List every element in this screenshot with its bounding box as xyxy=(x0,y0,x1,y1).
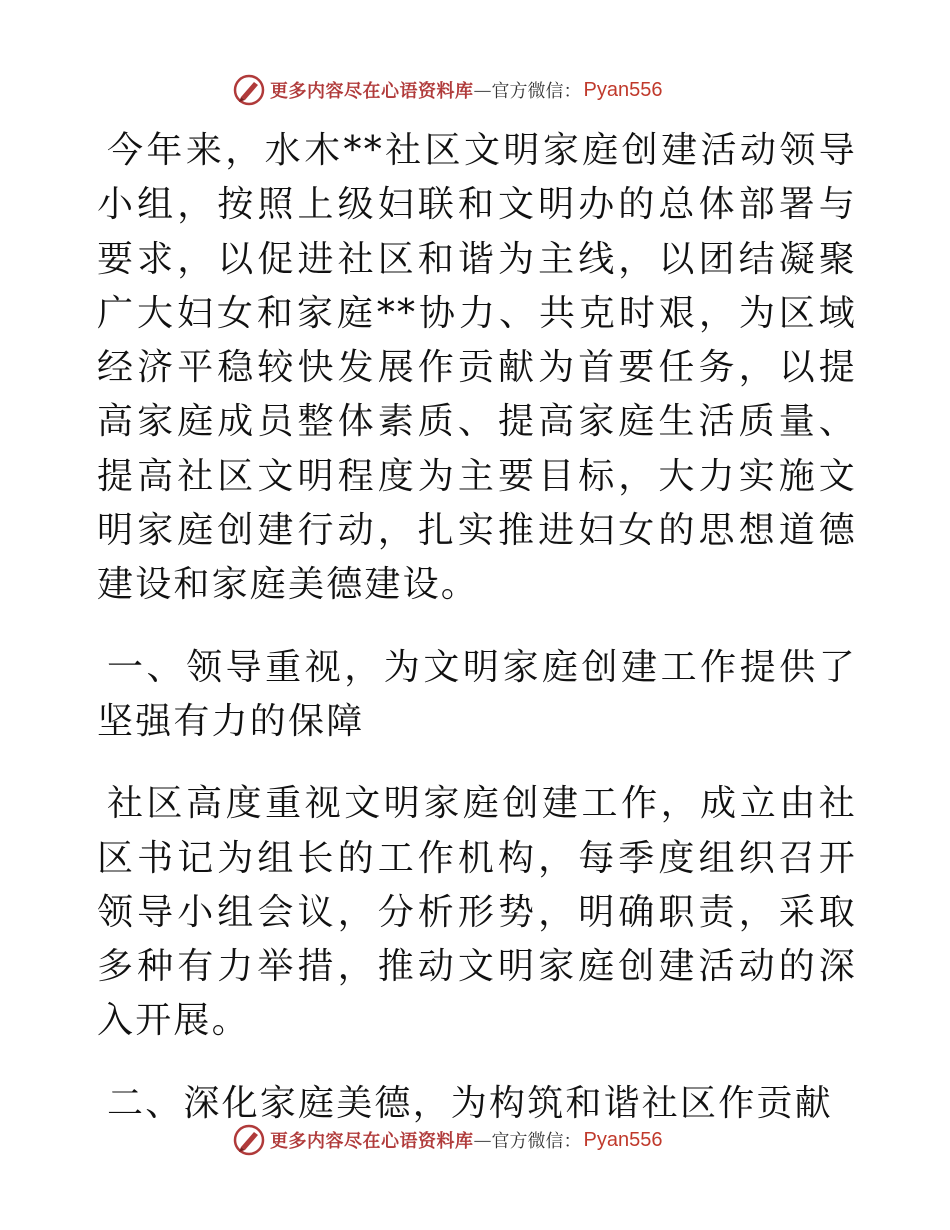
wechat-id: Pyan556 xyxy=(583,78,663,101)
document-body xyxy=(97,124,857,1131)
paragraph-intro: 今年来，水木**社区文明家庭创建活动领导小组，按照上级妇联和文明办的总体部署与要求，以促进社区和谐为主线，以团结凝聚广大妇女和家庭**协力、共克时艰，为区域经济平稳较快发展作贡献为首要任务，以提高家庭成员整体素质、提高家庭生活质量、提高社区文明程度为主要目标，大力实施文明家庭创建行动，扎实推进妇女的思想道德建设和家庭美德建设。 xyxy=(97,130,857,606)
wechat-label: 官方微信： xyxy=(491,1131,582,1152)
section-heading-2: 二、深化家庭美德，为构筑和谐社区作贡献 xyxy=(107,1082,833,1124)
wechat-label: 官方微信： xyxy=(491,81,582,102)
separator: — xyxy=(473,1129,492,1151)
paragraph-section-1: 社区高度重视文明家庭创建工作，成立由社区书记为组长的工作机构，每季度组织召开领导小组会议，分析形势，明确职责，采取多种有力举措，推动文明家庭创建活动的深入开展。 xyxy=(97,783,857,1042)
section-heading-1: 一、领导重视，为文明家庭创建工作提供了坚强有力的保障 xyxy=(97,646,857,742)
separator: — xyxy=(473,79,492,101)
site-name: 更多内容尽在心语资料库 xyxy=(270,1131,474,1152)
wechat-id: Pyan556 xyxy=(583,1128,663,1151)
header-banner xyxy=(232,72,662,108)
logo-icon xyxy=(232,73,266,107)
site-name: 更多内容尽在心语资料库 xyxy=(270,81,474,102)
logo-icon xyxy=(232,1123,266,1157)
footer-banner xyxy=(232,1122,662,1158)
